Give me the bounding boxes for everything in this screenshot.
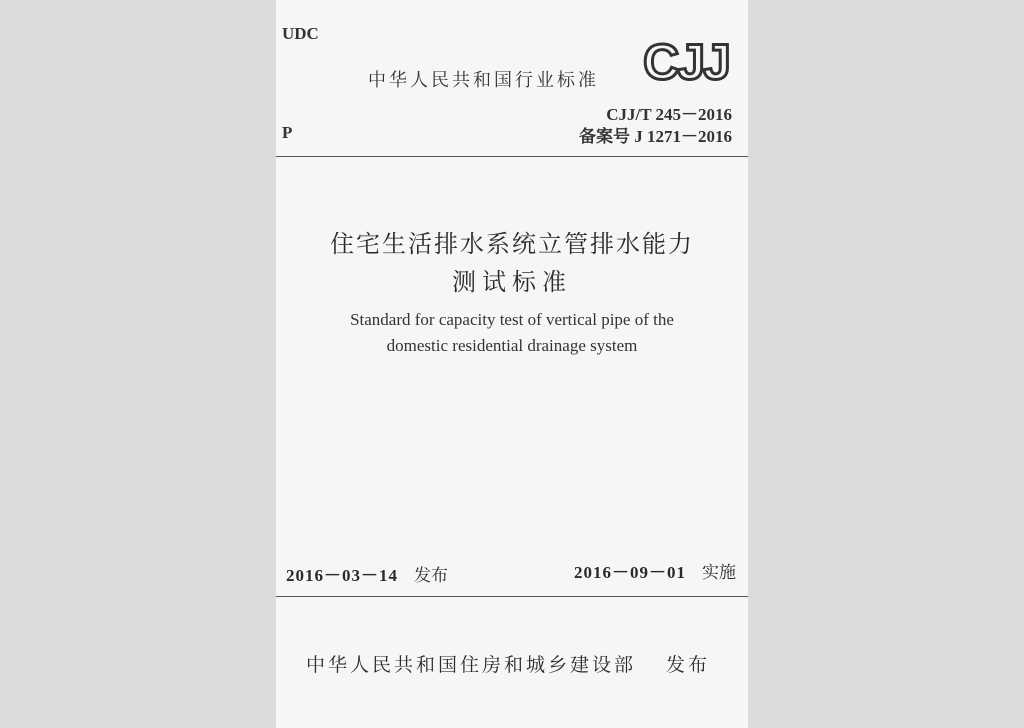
bottom-divider [276,596,748,597]
implementation-date-block [574,558,736,583]
implementation-label: 实施 [702,563,736,583]
publisher-block [306,650,710,677]
standard-cover-page [276,0,748,728]
udc-label: UDC [282,24,319,43]
cjj-logo-text: CJJ [643,34,729,89]
category-label: P [282,123,293,142]
cjj-logo [638,33,734,89]
filing-number: 备案号 J 1271－2016 [579,127,732,146]
issue-label: 发布 [414,566,448,586]
title-chinese-line-2: 测试标准 [452,268,572,296]
standard-code: CJJ/T 245－2016 [606,105,732,124]
top-divider [276,156,748,157]
implementation-date: 2016－09－01 [574,563,686,582]
publisher-name: 中华人民共和国住房和城乡建设部 [306,654,637,676]
publish-label: 发布 [666,654,711,676]
title-chinese-line-1: 住宅生活排水系统立管排水能力 [330,230,694,258]
issue-date: 2016－03－14 [286,566,398,585]
industry-standard-heading: 中华人民共和国行业标准 [368,70,599,91]
title-english-line-2: domestic residential drainage system [386,336,638,355]
title-english-line-1: Standard for capacity test of vertical pipe of the [350,310,674,329]
issue-date-block [286,561,448,586]
